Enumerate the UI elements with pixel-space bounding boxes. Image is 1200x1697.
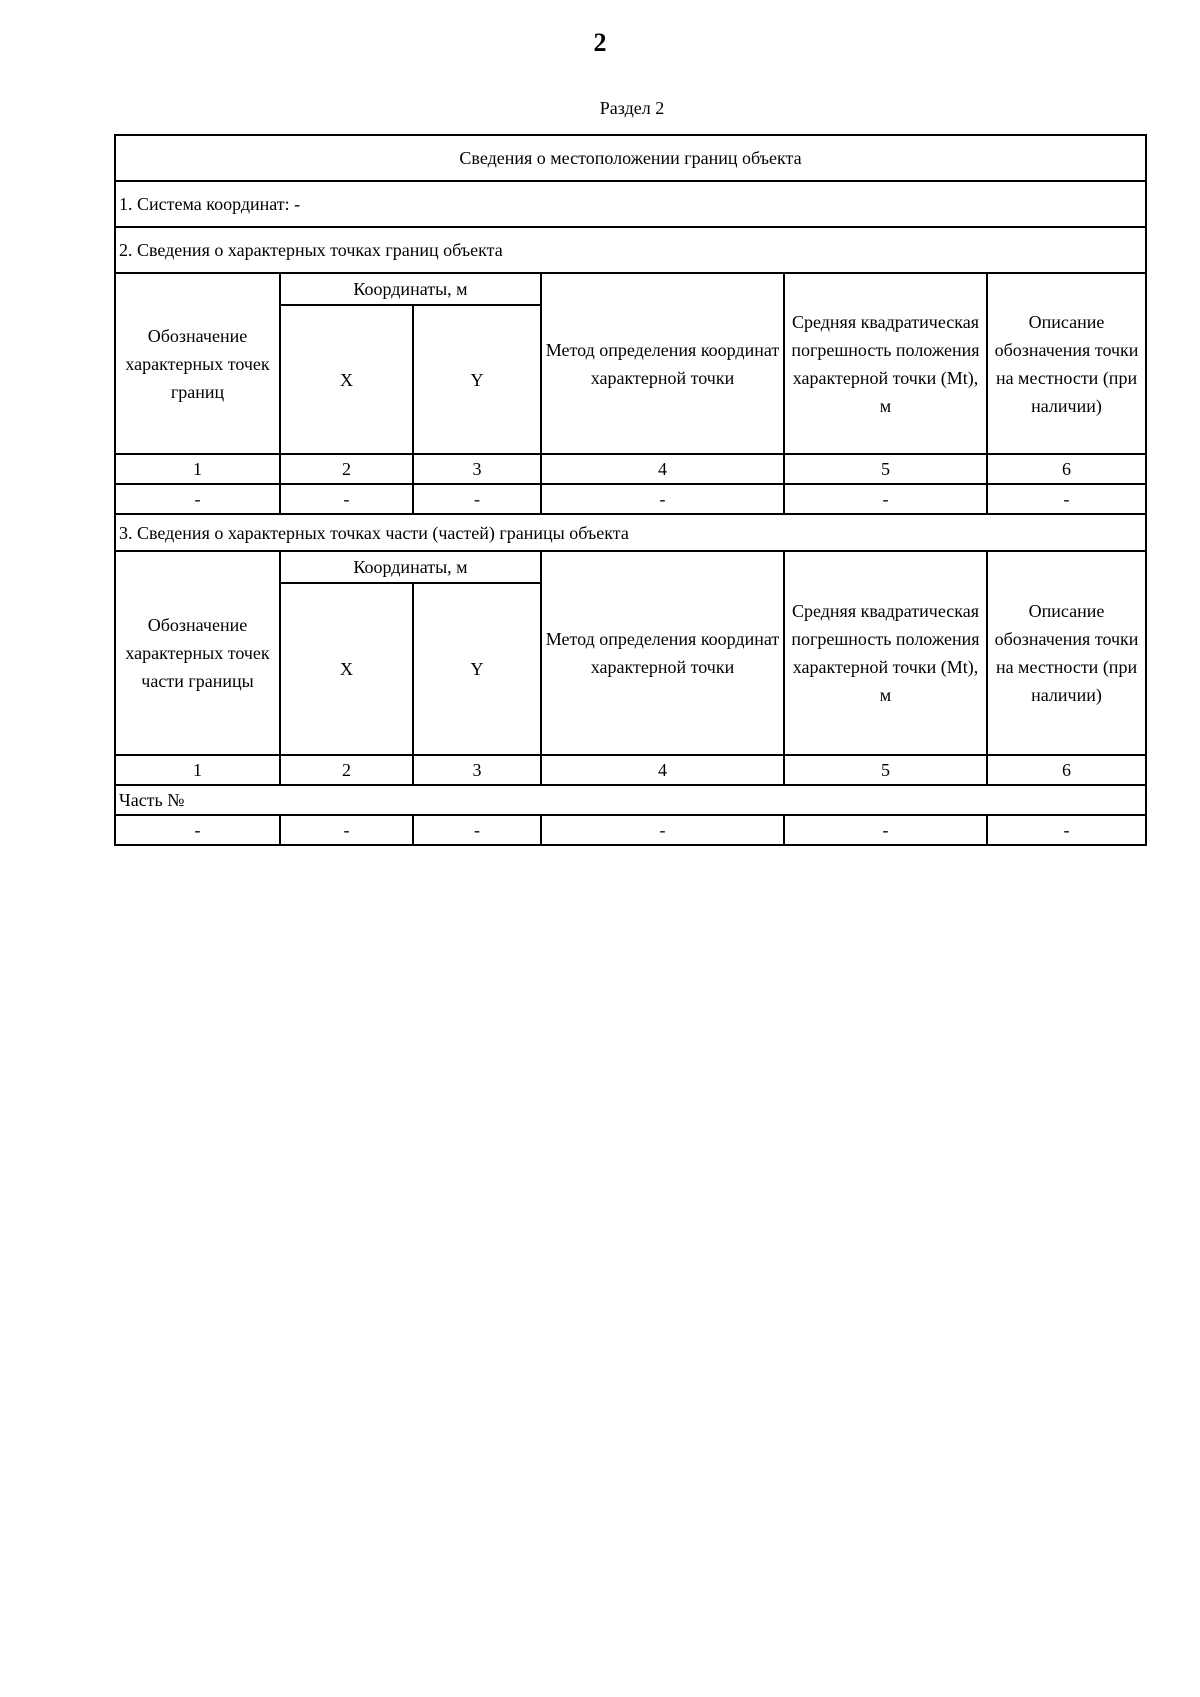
section-title: Раздел 2 [599, 98, 665, 118]
s2-col-y: Y [413, 305, 541, 454]
s3-cell: - [413, 815, 541, 845]
s2-col-number: 4 [541, 454, 784, 484]
s3-cell: - [784, 815, 987, 845]
s3-cell: - [115, 815, 280, 845]
s2-col-error: Средняя квадратическая погрешность положения характерной точки (Mt), м [784, 273, 987, 454]
table-title-row [115, 135, 1146, 181]
page-number: 2 [593, 28, 607, 57]
part-label-row [115, 785, 1146, 815]
coord-system-text: 1. Система координат: - [115, 181, 1146, 227]
section2-title: 2. Сведения о характерных точках границ объекта [115, 227, 1146, 273]
boundary-table [114, 134, 1147, 846]
s3-cell: - [987, 815, 1146, 845]
s2-col-number: 5 [784, 454, 987, 484]
s2-cell: - [280, 484, 413, 514]
s3-col-description: Описание обозначения точки на местности (при наличии) [987, 551, 1146, 755]
s2-cell: - [115, 484, 280, 514]
section2-col-numbers-row [115, 454, 1146, 484]
coord-system-row [115, 181, 1146, 227]
s3-col-number: 2 [280, 755, 413, 785]
s3-cell: - [541, 815, 784, 845]
s3-col-designation: Обозначение характерных точек части границы [115, 551, 280, 755]
s2-col-x: X [280, 305, 413, 454]
s3-col-number: 1 [115, 755, 280, 785]
s2-col-method: Метод определения координат характерной точки [541, 273, 784, 454]
s3-col-x: X [280, 583, 413, 755]
part-label: Часть № [115, 785, 1146, 815]
s2-col-coords: Координаты, м [280, 273, 541, 305]
s2-col-number: 1 [115, 454, 280, 484]
section3-header-row-1 [115, 551, 1146, 583]
section3-title: 3. Сведения о характерных точках части (частей) границы объекта [115, 514, 1146, 551]
section2-title-row [115, 227, 1146, 273]
s2-col-number: 2 [280, 454, 413, 484]
s3-col-number: 5 [784, 755, 987, 785]
table-row [115, 484, 1146, 514]
s3-cell: - [280, 815, 413, 845]
s2-cell: - [987, 484, 1146, 514]
section2-header-row-1 [115, 273, 1146, 305]
s3-col-number: 6 [987, 755, 1146, 785]
table-title: Сведения о местоположении границ объекта [115, 135, 1146, 181]
s2-col-number: 6 [987, 454, 1146, 484]
s3-col-y: Y [413, 583, 541, 755]
s2-cell: - [784, 484, 987, 514]
s2-col-number: 3 [413, 454, 541, 484]
s2-col-designation: Обозначение характерных точек границ [115, 273, 280, 454]
s3-col-method: Метод определения координат характерной точки [541, 551, 784, 755]
table-row [115, 815, 1146, 845]
s3-col-error: Средняя квадратическая погрешность положения характерной точки (Mt), м [784, 551, 987, 755]
s3-col-number: 4 [541, 755, 784, 785]
s2-col-description: Описание обозначения точки на местности (при наличии) [987, 273, 1146, 454]
s2-cell: - [541, 484, 784, 514]
s3-col-coords: Координаты, м [280, 551, 541, 583]
section3-title-row [115, 514, 1146, 551]
s2-cell: - [413, 484, 541, 514]
section3-col-numbers-row [115, 755, 1146, 785]
s3-col-number: 3 [413, 755, 541, 785]
